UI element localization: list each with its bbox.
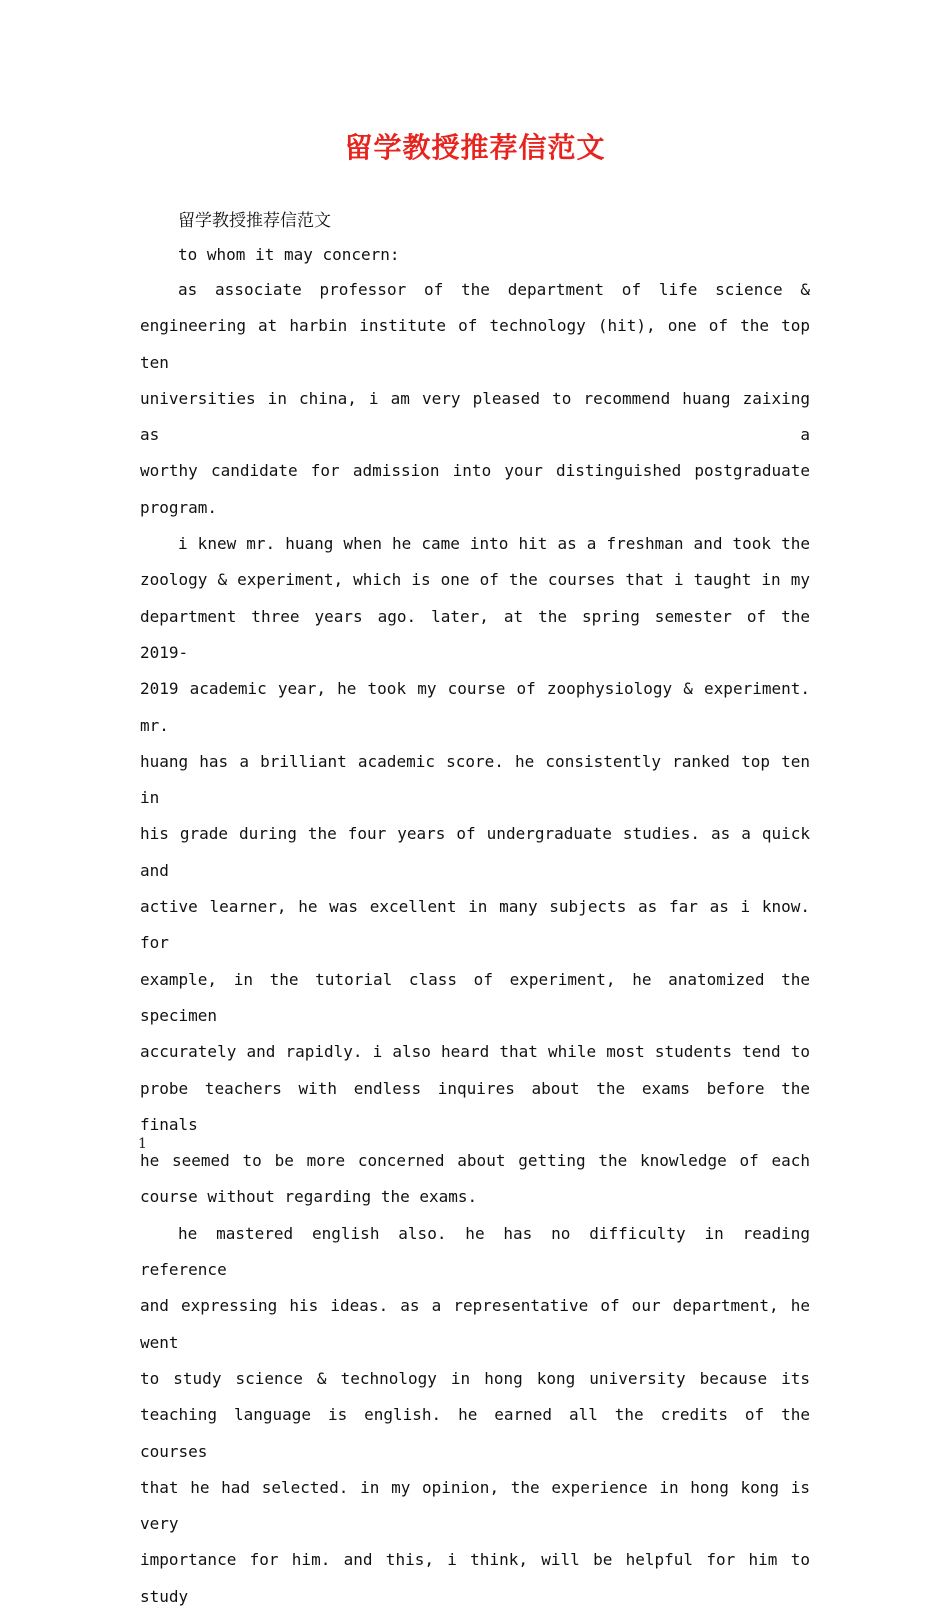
paragraph-line: he seemed to be more concerned about getting the knowledge of each (140, 1151, 810, 1171)
paragraph-line: universities in china, i am very pleased to recommend huang zaixing as a (140, 388, 810, 445)
document-body (140, 204, 810, 1615)
paragraph-line: i knew mr. huang when he came into hit as a freshman and took the (178, 534, 810, 554)
paragraph-line: program. (140, 497, 218, 517)
paragraph-line: 2019 academic year, he took my course of zoophysiology & experiment. mr. (140, 679, 810, 735)
paragraph-line: huang has a brilliant academic score. he consistently ranked top ten in (140, 751, 810, 808)
document-subtitle: 留学教授推荐信范文 (178, 211, 331, 231)
paragraph-line: importance for him. and this, i think, will be helpful for him to study (140, 1550, 810, 1606)
paragraph-line: accurately and rapidly. i also heard that while most students tend to (140, 1042, 810, 1062)
salutation: to whom it may concern: (178, 245, 400, 264)
paragraph-line: active learner, he was excellent in many subjects as far as i know. for (140, 897, 810, 953)
paragraph-line: course without regarding the exams. (140, 1187, 478, 1207)
paragraph-line: engineering at harbin institute of technology (hit), one of the top ten (140, 316, 810, 372)
paragraph-line: teaching language is english. he earned all the credits of the courses (140, 1405, 810, 1461)
document-title: 留学教授推荐信范文 (344, 131, 606, 164)
paragraph (140, 526, 810, 1216)
paragraph (140, 272, 810, 526)
paragraph-line: he mastered english also. he has no difficulty in reading reference (140, 1223, 810, 1280)
paragraphs-container (140, 272, 810, 1615)
paragraph-line: zoology & experiment, which is one of the courses that i taught in my (140, 570, 810, 590)
paragraph-line: and expressing his ideas. as a representative of our department, he went (140, 1296, 810, 1352)
paragraph-line: to study science & technology in hong kong university because its (140, 1368, 810, 1388)
page-number: 1 (138, 1136, 147, 1152)
paragraph-line: department three years ago. later, at the spring semester of the 2019- (140, 606, 810, 662)
paragraph-line: as associate professor of the department of life science & (178, 280, 810, 299)
paragraph (140, 1216, 810, 1615)
paragraph-line: worthy candidate for admission into your distinguished postgraduate (140, 461, 810, 481)
paragraph-line: that he had selected. in my opinion, the experience in hong kong is very (140, 1477, 810, 1534)
paragraph-line: his grade during the four years of undergraduate studies. as a quick and (140, 824, 810, 880)
paragraph-line: probe teachers with endless inquires about the exams before the finals (140, 1078, 810, 1134)
paragraph-line: example, in the tutorial class of experiment, he anatomized the specimen (140, 969, 810, 1025)
